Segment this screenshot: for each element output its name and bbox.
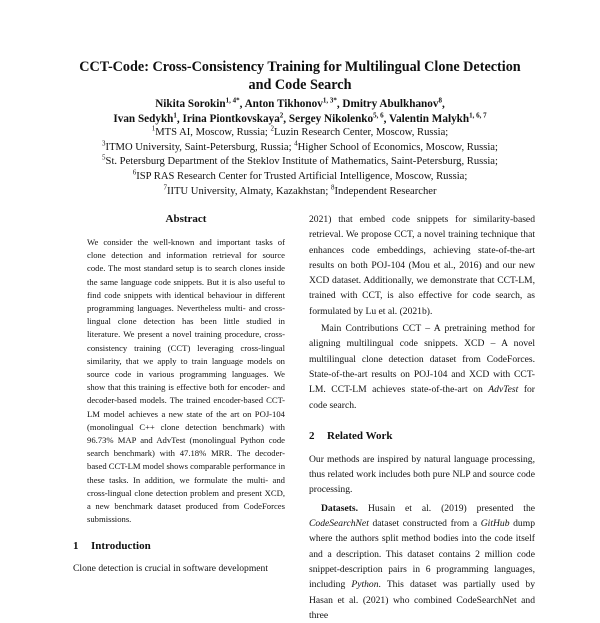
title-line-1: CCT-Code: Cross-Consistency Training for Multilingual Clone Detection [79,59,521,75]
section-title: Introduction [91,540,151,553]
author-name: Irina Piontkovskaya [182,113,280,125]
left-column [73,212,289,577]
author-list [40,97,560,127]
affiliations [30,126,570,200]
abstract-text: We consider the well-known and important tasks of clone detection and information retrieval for source code. The most standard setup is to search clones inside the same language code snippets. But it is also useful to find code snippets with identical behaviour in different programming languages. Nevertheless multi- and cross-lingual clone detection has been little studied in literature. We present a novel training procedure, cross-consistency training (CCT) leveraging cross-lingual similarity, that we apply to train language models on source code in various programming languages. We show that this training is effective both for encoder- and decoder-based models. The trained encoder-based CCT-LM model achieves a new state of the art on POJ-104 (monolingual C++ clone detection benchmark) with 96.73% MAP and AdvTest (monolingual Python code search benchmark) with 47.18% MRR. The decoder-based CCT-LM model shows comparable performance in these tasks. In addition, we formulate the multi- and cross-lingual clone detection problem and present XCD, a new benchmark dataset produced from CodeForces submissions. [87,237,286,525]
author-name: Sergey Nikolenko [288,113,374,125]
intro-heading [73,539,289,553]
affiliation-line: $^3$ITMO University, Saint-Petersburg, Russia; $^4$Higher School of Economics, Moscow, Russia; [102,139,498,153]
author-sup: 1, 6, 7 [469,111,487,120]
author-name: Ivan Sedykh [113,113,174,125]
author-sup: 1, 4* [225,96,240,105]
section-number: 2 [309,429,315,442]
author-name: Dmitry Abulkhanov [342,98,439,110]
author-name: Nikita Sorokin [155,98,226,110]
intro-first-line: Clone detection is crucial in software development [73,563,269,575]
affiliation-line: $^7$IITU University, Almaty, Kazakhstan; $^8$Independent Researcher [163,183,437,197]
paragraph-datasets: Datasets. Husain et al. (2019) presented the CodeSearchNet dataset constructed from a GitHub dump where the authors split method bodies into the code itself and a description. This dataset contains 2 million code snippet-description pairs in 6 programming languages, including Python. This dataset was partially used by Hasan et al. (2021) who combined CodeSearchNet and three [309,502,536,621]
affiliation-line: $^1$MTS AI, Moscow, Russia; $^2$Luzin Research Center, Moscow, Russia; [151,124,449,138]
paper-title [40,58,560,94]
author-sup: 1 [173,111,177,120]
title-line-2: and Code Search [248,77,352,93]
author-sup: 5, 6 [373,111,384,120]
related-work-heading [309,429,535,443]
section-number: 1 [73,540,79,553]
right-column-body [309,212,535,413]
related-work-body [309,452,535,623]
author-sup: 8 [438,96,442,105]
affiliation-line: $^5$St. Petersburg Department of the Steklov Institute of Mathematics, Saint-Petersburg, Russia; [102,153,498,168]
affiliation-line: $^6$ISP RAS Research Center for Trusted Artificial Intelligence, Moscow, Russia; [132,168,468,183]
paragraph-contributions: Main Contributions CCT – A pretraining method for aligning multilingual code snippets. XCD – A novel multilingual clone detection dataset from CodeForces. State-of-the-art results on POJ-104 and XCD with CCT-LM. CCT-LM achieves state-of-the-art on AdvTest for code search. [309,323,535,411]
paragraph: Our methods are inspired by natural language processing, thus related work includes both pure NLP and source code processing. [309,453,535,496]
abstract-heading: Abstract [165,213,207,225]
right-column [309,212,535,623]
paragraph: 2021) that embed code snippets for similarity-based retrieval. We propose CCT, a novel training technique that enhances code embeddings, achieving state-of-the-art results on both POJ-104 (Mou et al., 2016) and our new XCD dataset. Additionally, we demonstrate that CCT-LM, trained with CCT, is also effective for code search, as formulated by Lu et al. (2021b). [309,214,535,317]
author-line-1: Nikita Sorokin$^{1, 4*}$, Anton Tikhonov$^{1, 3*}$, Dmitry Abulkhanov$^8$, [155,96,445,110]
author-sup: 1, 3* [322,96,337,105]
author-name: Anton Tikhonov [244,98,323,110]
section-title: Related Work [327,429,393,442]
author-sup: 2 [279,111,284,120]
author-name: Valentin Malykh [389,113,470,125]
author-line-2: Ivan Sedykh$^1$, Irina Piontkovskaya$^2$, Sergey Nikolenko$^{5, 6}$, Valentin Malykh$^{1, 6, 7}$ [113,111,487,125]
